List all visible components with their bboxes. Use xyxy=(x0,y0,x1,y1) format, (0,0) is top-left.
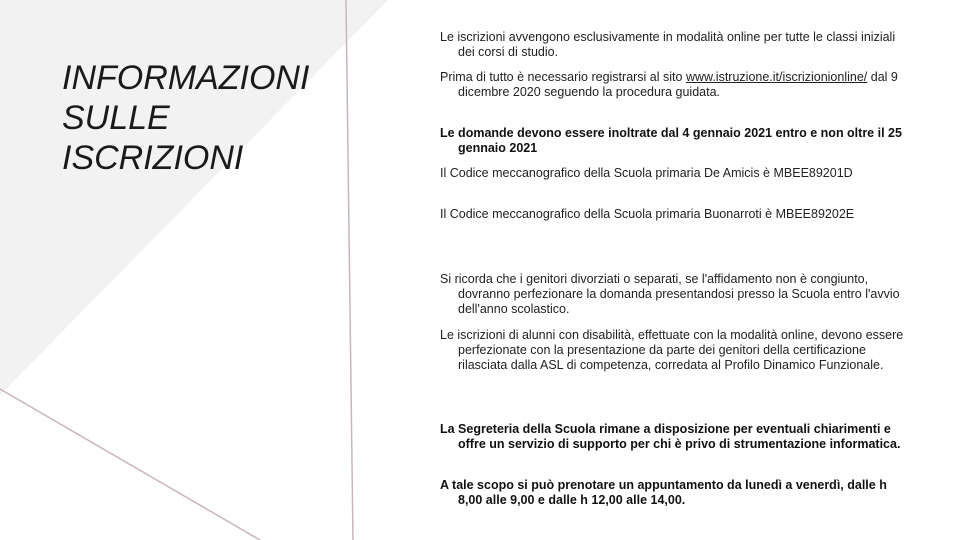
title-line-3: ISCRIZIONI xyxy=(62,139,244,177)
paragraph-appointment: A tale scopo si può prenotare un appuntamento da lunedì a venerdì, dalle h 8,00 alle 9,00 e dalle h 12,00 alle 14,00. xyxy=(440,478,887,507)
registration-text-pre: Prima di tutto è necessario registrarsi al sito xyxy=(440,70,686,84)
registration-text-post: dal 9 dicembre 2020 seguendo la procedura guidata. xyxy=(458,70,898,99)
paragraph-divorced-parents: Si ricorda che i genitori divorziati o separati, se l'affidamento non è congiunto, dovranno perfezionare la domanda presentandosi presso la Scuola entro l'avvio dell'anno scolastico. xyxy=(440,272,900,316)
accent-line-vertical xyxy=(346,0,353,540)
title-line-2: SULLE xyxy=(62,99,170,137)
title-line-1: INFORMAZIONI xyxy=(62,59,310,97)
accent-line-diagonal xyxy=(0,389,260,540)
paragraph-code-buonarroti: Il Codice meccanografico della Scuola primaria Buonarroti è MBEE89202E xyxy=(440,207,855,221)
paragraph-code-de-amicis: Il Codice meccanografico della Scuola primaria De Amicis è MBEE89201D xyxy=(440,166,853,180)
paragraph-deadlines: Le domande devono essere inoltrate dal 4 gennaio 2021 entro e non oltre il 25 gennaio 2021 xyxy=(440,126,902,155)
registration-link[interactable]: www.istruzione.it/iscrizionionline/ xyxy=(685,70,868,84)
paragraph-registration xyxy=(440,70,908,100)
paragraph-online-enrollment: Le iscrizioni avvengono esclusivamente in modalità online per tutte le classi iniziali dei corsi di studio. xyxy=(440,30,896,59)
slide-title xyxy=(62,58,309,178)
paragraph-disability: Le iscrizioni di alunni con disabilità, effettuate con la modalità online, devono essere perfezionate con la presentazione da parte dei genitori della certificazione rilasciata dalla ASL di competenza, corredata al Profilo Dinamico Funzionale. xyxy=(440,328,904,372)
paragraph-secretariat: La Segreteria della Scuola rimane a disposizione per eventuali chiarimenti e offre un servizio di supporto per chi è privo di strumentazione informatica. xyxy=(440,422,901,451)
